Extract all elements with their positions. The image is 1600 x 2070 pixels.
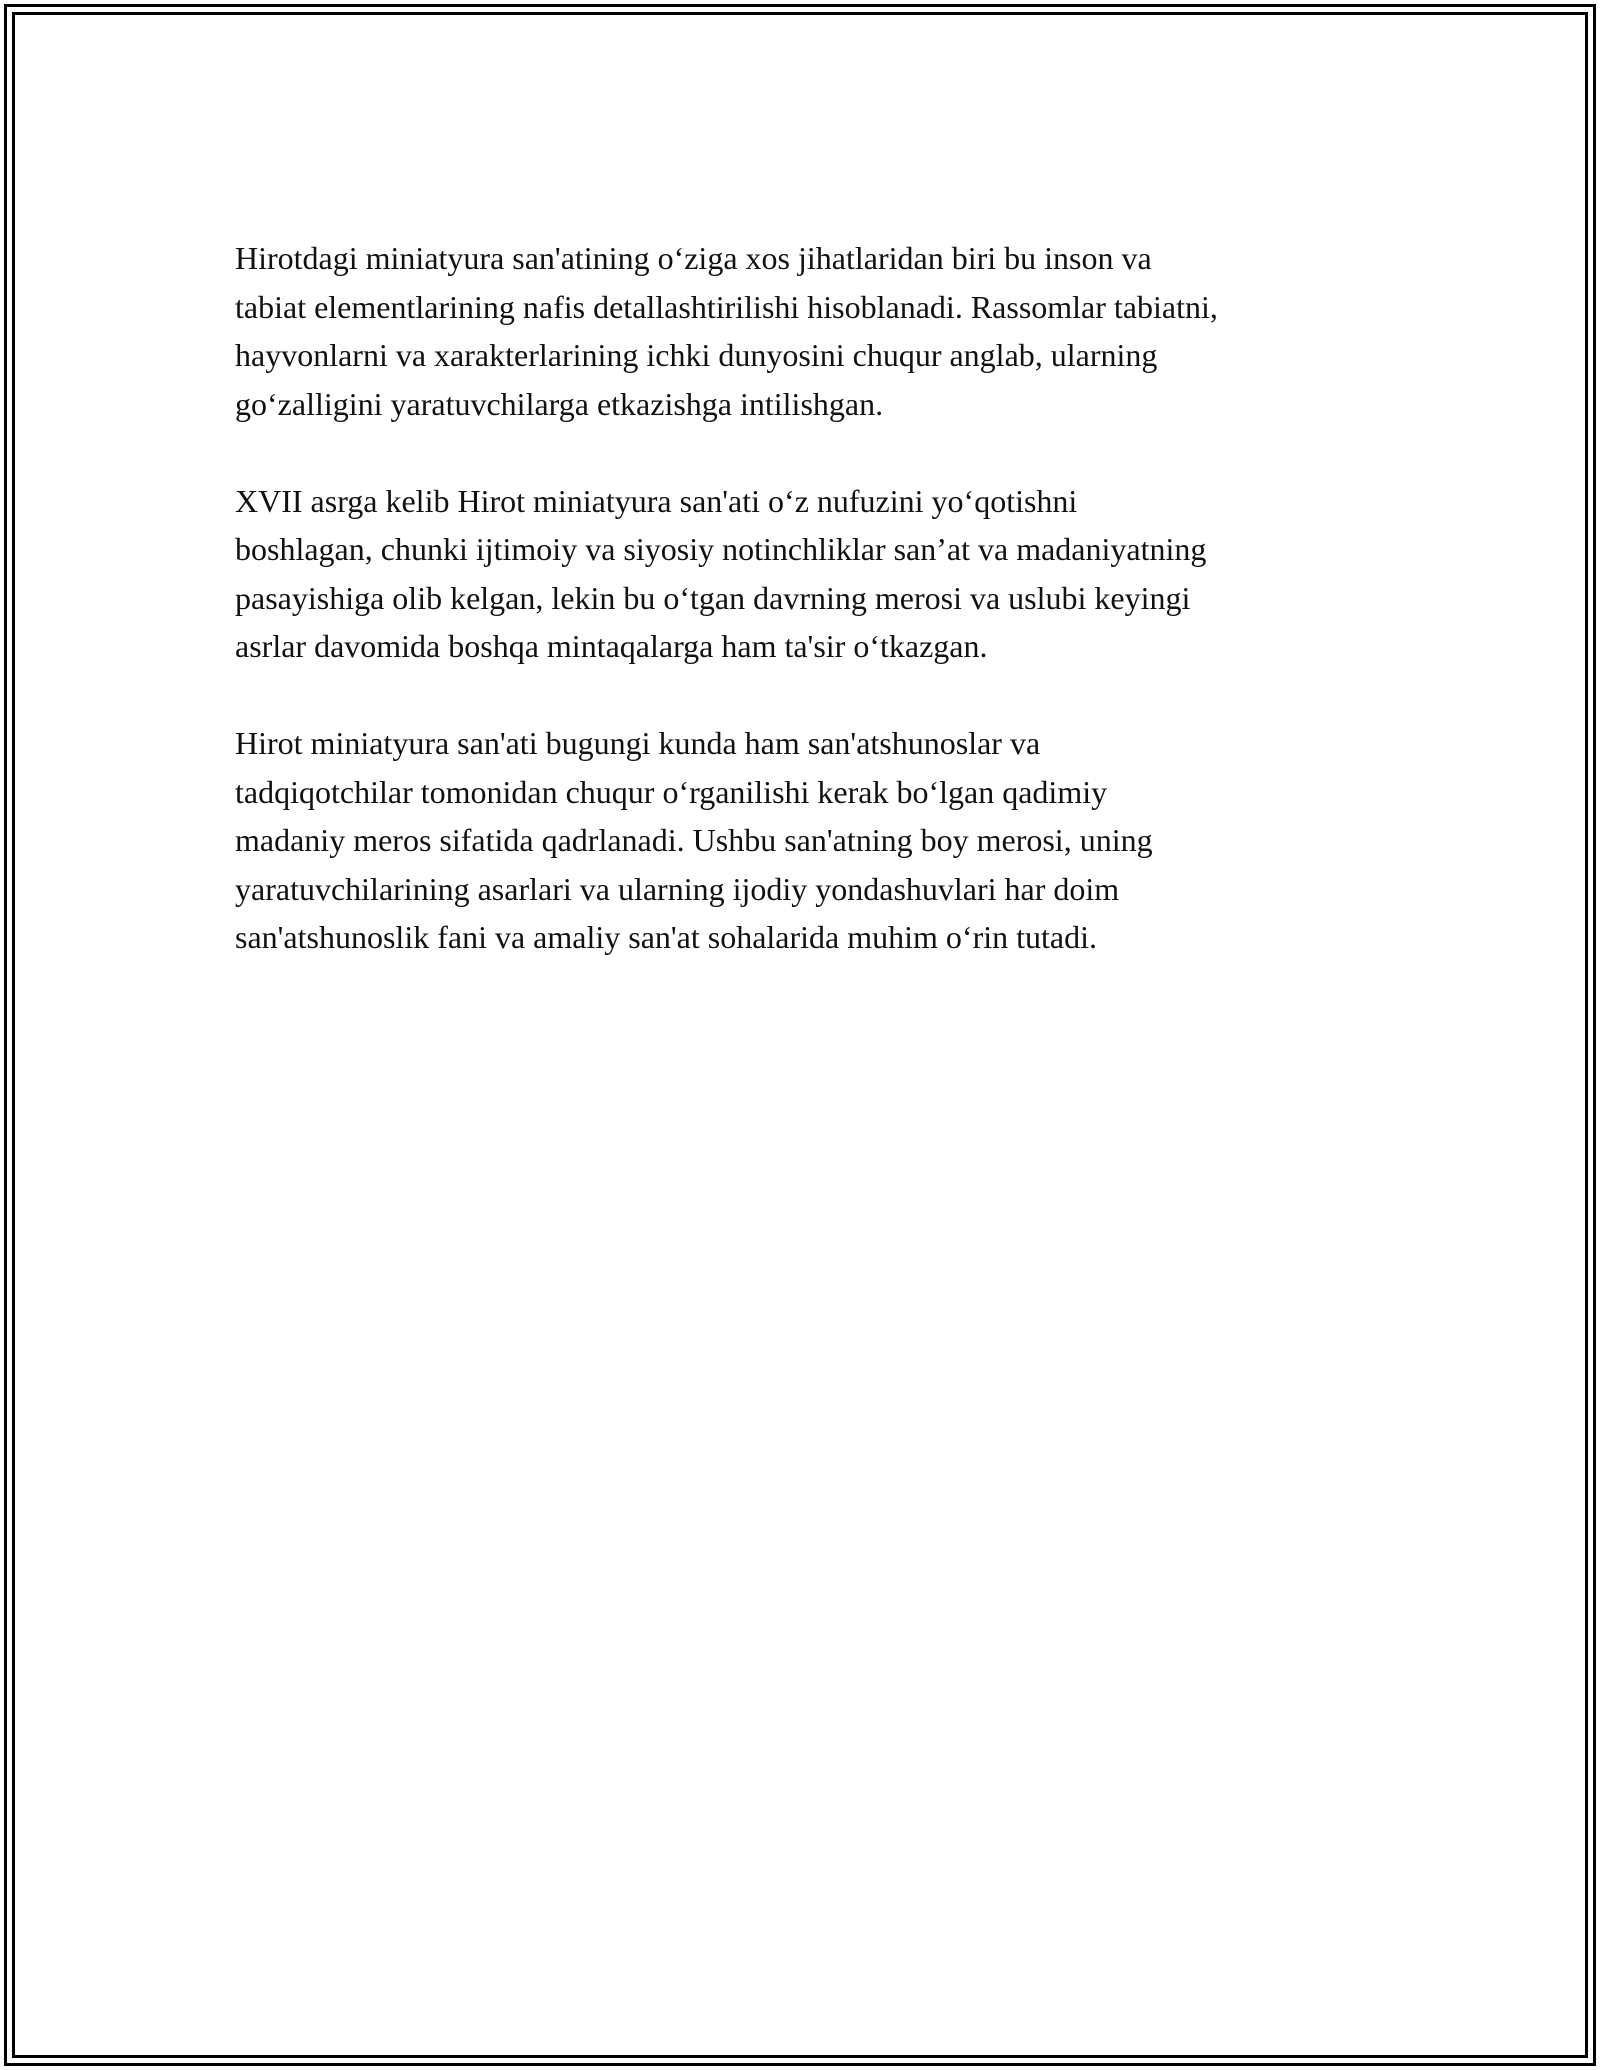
paragraph-1: Hirotdagi miniatyura san'atining o‘ziga xos jihatlaridan biri bu inson va tabiat elementlarining nafis detallashtirilishi hisoblanadi. Rassomlar tabiatni, hayvonlarni va xarakterlarining ichki dunyosini chuqur anglab, ularning go‘zalligini yaratuvchilarga etkazishga intilishgan. (235, 240, 1218, 422)
paragraph-2: XVII asrga kelib Hirot miniatyura san'ati o‘z nufuzini yo‘qotishni boshlagan, chunki ijtimoiy va siyosiy notinchliklar san’at va madaniyatning pasayishiga olib kelgan, lekin bu o‘tgan davrning merosi va uslubi keyingi asrlar davomida boshqa mintaqalarga ham ta'sir o‘tkazgan. (235, 482, 1207, 664)
document-body (235, 234, 1385, 1010)
paragraph-3: Hirot miniatyura san'ati bugungi kunda ham san'atshunoslar va tadqiqotchilar tomonidan chuqur o‘rganilishi kerak bo‘lgan qadimiy madaniy meros sifatida qadrlanadi. Ushbu san'atning boy merosi, uning yaratuvchilarining asarlari va ularning ijodiy yondashuvlari har doim san'atshunoslik fani va amaliy san'at sohalarida muhim o‘rin tutadi. (235, 725, 1153, 955)
